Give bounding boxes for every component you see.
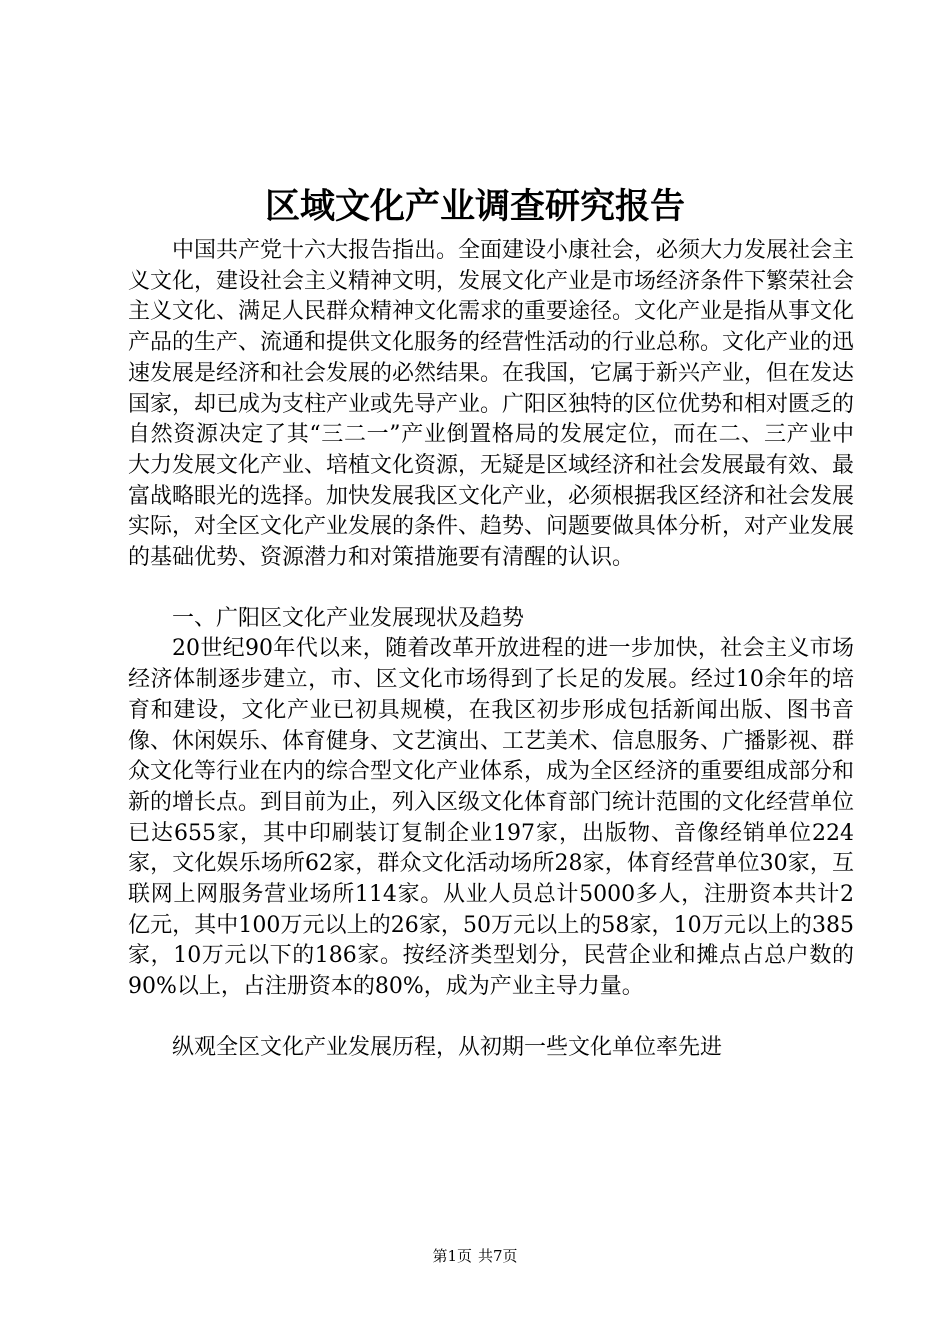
page-number: 第1页 [432, 1247, 472, 1265]
section-heading: 一、广阳区文化产业发展现状及趋势 [172, 605, 525, 631]
page-title: 区域文化产业调查研究报告 [264, 186, 685, 227]
intro-paragraph: 中国共产党十六大报告指出。全面建设小康社会，必须大力发展社会主义文化，建设社会主义精神文明，发展文化产业是市场经济条件下繁荣社会主义文化、满足人民群众精神文化需求的重要途径。文化产业是指从事文化产品的生产、流通和提供文化服务的经营性活动的行业总称。文化产业的迅速发展是经济和社会发展的必然结果。在我国，它属于新兴产业，但在发达国家，却已成为支柱产业或先导产业。广阳区独特的区位优势和相对匮乏的自然资源决定了其“三二一”产业倒置格局的发展定位，而在二、三产业中大力发展文化产业、培植文化资源，无疑是区域经济和社会发展最有效、最富战略眼光的选择。加快发展我区文化产业，必须根据我区经济和社会发展实际，对全区文化产业发展的条件、趋势、问题要做具体分析，对产业发展的基础优势、资源潜力和对策措施要有清醒的认识。 [128, 238, 855, 571]
document-body [128, 236, 854, 1064]
page-footer [0, 1246, 950, 1266]
section-paragraph: 20世纪90年代以来，随着改革开放进程的进一步加快，社会主义市场经济体制逐步建立，市、区文化市场得到了长足的发展。经过10余年的培育和建设，文化产业已初具规模，在我区初步形成包括新闻出版、图书音像、休闲娱乐、体育健身、文艺演出、工艺美术、信息服务、广播影视、群众文化等行业在内的综合型文化产业体系，成为全区经济的重要组成部分和新的增长点。到目前为止，列入区级文化体育部门统计范围的文化经营单位已达655家，其中印刷装订复制企业197家，出版物、音像经销单位224家，文化娱乐场所62家，群众文化活动场所28家，体育经营单位30家，互联网上网服务营业场所114家。从业人员总计5000多人，注册资本共计2亿元，其中100万元以上的26家，50万元以上的58家，10万元以上的385家，10万元以下的186家。按经济类型划分，民营企业和摊点占总户数的90%以上，占注册资本的80%，成为产业主导力量。 [128, 636, 855, 1000]
page-total: 共7页 [478, 1247, 518, 1265]
continuation-paragraph: 纵观全区文化产业发展历程，从初期一些文化单位率先进 [172, 1034, 723, 1060]
